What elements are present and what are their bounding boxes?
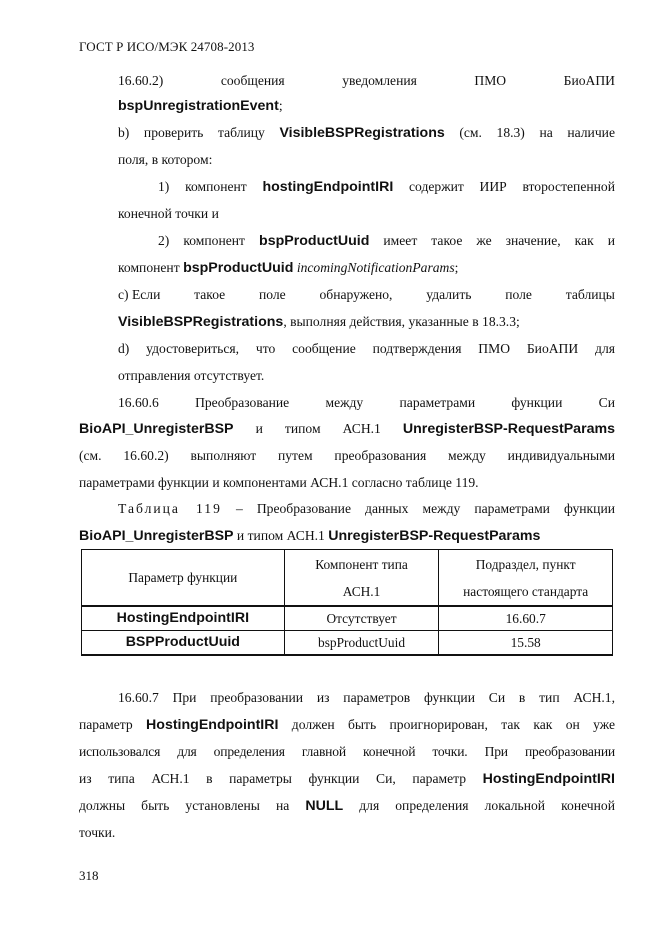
word: 16.60.6 — [118, 395, 159, 410]
text: 1) компонент — [158, 179, 263, 194]
code-term: BioAPI_UnregisterBSP — [79, 528, 234, 544]
mapping-table — [81, 549, 613, 656]
text: из типа АСН.1 в параметры функции Си, параметр — [79, 771, 483, 786]
word: обнаружено, — [319, 287, 393, 302]
text: параметр — [79, 717, 147, 732]
code-term: UnregisterBSP-RequestParams — [328, 528, 541, 544]
text-line-7 — [158, 231, 615, 251]
code-term: bspProductUuid — [183, 260, 294, 276]
word: такое — [194, 287, 226, 302]
text: b) проверить таблицу — [118, 125, 280, 140]
word: Преобразование — [195, 395, 290, 410]
code-term: VisibleBSPRegistrations — [279, 125, 445, 141]
text-line-p2-5 — [79, 796, 615, 816]
table-row — [82, 606, 613, 631]
text: должны быть установлены на — [79, 798, 306, 813]
word: поле — [505, 287, 532, 302]
text: содержит ИИР второстепенной — [393, 179, 615, 194]
text-line-p2-6: точки. — [79, 825, 116, 840]
text-line-p2-4 — [79, 769, 615, 789]
word: между — [325, 395, 364, 410]
text-line-8 — [118, 258, 654, 278]
text: и типом АСН.1 — [233, 421, 403, 436]
text: , выполняя действия, указанные в 18.3.3; — [283, 314, 520, 329]
code-term: BioAPI_UnregisterBSP — [79, 421, 234, 437]
table-cell: 15.58 — [439, 631, 613, 656]
caption-label: Таблица 119 — [118, 501, 222, 516]
text-line-2 — [118, 96, 654, 116]
table-cell: bspProductUuid — [284, 631, 439, 656]
text-line-3 — [118, 123, 615, 143]
table-row — [82, 631, 613, 656]
text: должен быть проигнорирован, так как он уже — [278, 717, 616, 732]
header-text: Компонент типа АСН.1 — [315, 556, 408, 599]
italic-term: incomingNotificationParams — [296, 260, 455, 275]
word: 16.60.2) — [118, 73, 164, 88]
text: и типом АСН.1 — [233, 528, 329, 543]
document-header: ГОСТ Р ИСО/МЭК 24708-2013 — [79, 39, 255, 54]
text: для определения локальной конечной — [343, 798, 615, 813]
word: уведомления — [342, 73, 417, 88]
punct: ; — [454, 260, 459, 275]
word: с) Если — [118, 287, 161, 302]
word: сообщения — [220, 73, 285, 88]
table-cell: HostingEndpointIRI — [82, 606, 285, 631]
word: ПМО — [474, 73, 507, 88]
word: таблицы — [565, 287, 615, 302]
word: Си — [598, 395, 615, 410]
text-line-5 — [158, 177, 615, 197]
text: компонент — [118, 260, 184, 275]
text: (см. 18.3) на наличие — [444, 125, 615, 140]
word: функции — [511, 395, 563, 410]
text-line-12: отправления отсутствует. — [118, 368, 265, 383]
text-line-10 — [118, 312, 654, 332]
text-line-11: d) удостовериться, что сообщение подтверждения ПМО БиоАПИ для — [118, 341, 615, 356]
text-line-16: параметрами функции и компонентами АСН.1 согласно таблице 119. — [79, 475, 479, 490]
table-caption — [118, 499, 615, 519]
word: поле — [258, 287, 286, 302]
code-term: NULL — [305, 798, 344, 814]
text-line-p2-2 — [79, 715, 615, 735]
header-text: Подраздел, пункт настоящего стандарта — [463, 556, 589, 599]
header-cell — [439, 550, 613, 607]
code-term: HostingEndpointIRI — [482, 771, 615, 787]
text-line-6: конечной точки и — [118, 206, 219, 221]
spread-line-9 — [118, 285, 615, 305]
code-term: bspProductUuid — [259, 233, 370, 249]
code-term: bspUnregistrationEvent — [118, 98, 279, 114]
table-caption-line-2 — [79, 526, 615, 546]
table-cell: 16.60.7 — [439, 606, 613, 631]
header-cell — [284, 550, 439, 607]
text-line-15: (см. 16.60.2) выполняют путем преобразования между индивидуальными — [79, 448, 615, 463]
word: удалить — [426, 287, 472, 302]
text-line-p2-1: 16.60.7 При преобразовании из параметров функции Си в тип АСН.1, — [118, 690, 615, 705]
header-cell: Параметр функции — [82, 550, 285, 607]
caption-text: – Преобразование данных между параметрами функции — [221, 501, 615, 516]
table-header-row — [82, 550, 613, 607]
text-line-14 — [79, 419, 615, 439]
text-line-4: поля, в котором: — [118, 152, 213, 167]
word: БиоАПИ — [563, 73, 615, 88]
word: параметрами — [399, 395, 476, 410]
code-term: UnregisterBSP-RequestParams — [402, 421, 615, 437]
code-term: VisibleBSPRegistrations — [118, 314, 284, 330]
spread-line-13 — [118, 393, 615, 413]
page-number: 318 — [79, 868, 99, 883]
text: имеет такое же значение, как и — [369, 233, 615, 248]
table-cell: Отсутствует — [284, 606, 439, 631]
code-term: hostingEndpointIRI — [262, 179, 394, 195]
table-cell: BSPProductUuid — [82, 631, 285, 656]
punct: ; — [278, 98, 283, 113]
code-term: HostingEndpointIRI — [146, 717, 279, 733]
spread-line-1 — [118, 71, 615, 91]
text: 2) компонент — [158, 233, 260, 248]
text-line-p2-3: использовался для определения главной конечной точки. При преобразовании — [79, 744, 615, 759]
